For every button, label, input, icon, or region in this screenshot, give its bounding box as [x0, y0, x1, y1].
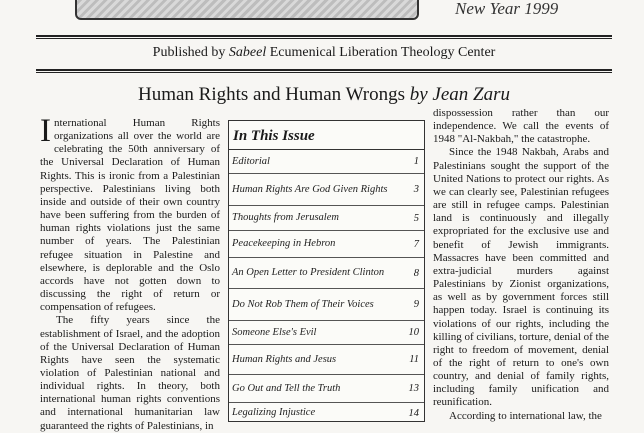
toc-item-label: Someone Else's Evil: [232, 326, 317, 338]
toc-item-page: 14: [408, 407, 419, 419]
article-byline: by Jean Zaru: [409, 84, 510, 105]
divider: [36, 72, 612, 73]
toc-item[interactable]: [229, 258, 424, 289]
toc-item-label: Legalizing Injustice: [232, 407, 316, 418]
article-headline: [36, 84, 612, 106]
article-column-1: [40, 113, 220, 433]
toc-item-page: 5: [413, 212, 419, 224]
article-paragraph: [40, 113, 220, 314]
article-column-3: [433, 107, 609, 423]
divider: [36, 38, 612, 39]
article-paragraph: According to international law, the: [449, 409, 602, 422]
article-title: Human Rights and Human Wrongs: [138, 84, 410, 105]
toc-item[interactable]: [229, 321, 424, 345]
paragraph-text: nternational Human Rights organizations all over the world are celebrating the 50th anniversary of the Universal Declaration of Human Rights. This is ironic from a Palestinian perspective. Palestinians living both inside and outside of their own country have been suffering from the burden of human rights violations just the same number of years. The Palestinian refugee situation in Palestine and elsewhere, is deplorable and the Oslo accords have not gotten down to discussing the right of return or compensation of refugees.: [40, 117, 220, 314]
toc-item-page: 8: [413, 267, 419, 279]
toc-title: In This Issue: [229, 121, 424, 150]
toc-item[interactable]: [229, 375, 424, 403]
publisher-line: [36, 45, 612, 61]
toc-item[interactable]: [229, 150, 424, 174]
toc-item[interactable]: [229, 289, 424, 321]
toc-item[interactable]: [229, 206, 424, 231]
toc-item-page: 9: [413, 299, 419, 310]
toc-item-page: 7: [413, 238, 419, 250]
in-this-issue-box: [228, 120, 425, 422]
toc-item-page: 3: [413, 184, 419, 195]
toc-item-page: 11: [409, 354, 419, 365]
article-paragraph: Since the 1948 Nakbah, Arabs and Palestinians sought the support of the United Nations to protect our rights. As we can clearly see, Palestinian refugees are still in refugee camps. Palestinian land is continuously and illegally expropriated for the exclusive use and benefit of Jewish immigrants. Massacres have been committed and extra-judicial murders against Palestinians by Zionist organizations, as well as by government forces still happen today. Israel is continuing its violations of our rights, including the killing of civilians, torture, denial of the right to freedom of movement, denial of the right of return to one's own country, and denial of family rights, including family unification and reunification.: [433, 146, 609, 409]
toc-item-label: Do Not Rob Them of Their Voices: [232, 298, 374, 310]
toc-item-label: Thoughts from Jerusalem: [232, 212, 339, 223]
toc-item[interactable]: [229, 403, 424, 423]
toc-item-label: Editorial: [232, 155, 270, 167]
publisher-name: Sabeel: [228, 45, 267, 60]
drop-cap: I: [40, 113, 51, 149]
toc-item-page: 10: [408, 327, 419, 338]
toc-item-page: 13: [408, 383, 419, 394]
issue-date: New Year 1999: [455, 0, 559, 18]
publisher-suffix: Ecumenical Liberation Theology Center: [266, 45, 496, 60]
divider: [36, 35, 612, 37]
publisher-prefix: Published by: [152, 45, 229, 60]
toc-item-label: Go Out and Tell the Truth: [232, 382, 341, 394]
toc-item-label: Peacekeeping in Hebron: [232, 238, 336, 249]
toc-item[interactable]: [229, 174, 424, 206]
toc-item[interactable]: [229, 231, 424, 258]
toc-item[interactable]: [229, 345, 424, 375]
toc-item-label: Human Rights and Jesus: [232, 353, 337, 365]
masthead-logo: [75, 0, 419, 20]
toc-item-page: 1: [413, 156, 419, 167]
article-paragraph: The fifty years since the establishment of Israel, and the adoption of the Universal Declaration of Human Rights have seen the systematic violation of Palestinian national and individual rights. In theory, both international human rights conventions and international humanitarian law guaranteed the rights of Palestinians, in: [40, 314, 220, 432]
toc-item-label: Human Rights Are God Given Rights: [232, 183, 388, 195]
article-paragraph: dispossession rather than our independence. We call the events of 1948 "Al-Nakbah," the catastrophe.: [433, 107, 609, 146]
divider: [36, 69, 612, 71]
toc-item-label: An Open Letter to President Clinton: [232, 267, 385, 278]
